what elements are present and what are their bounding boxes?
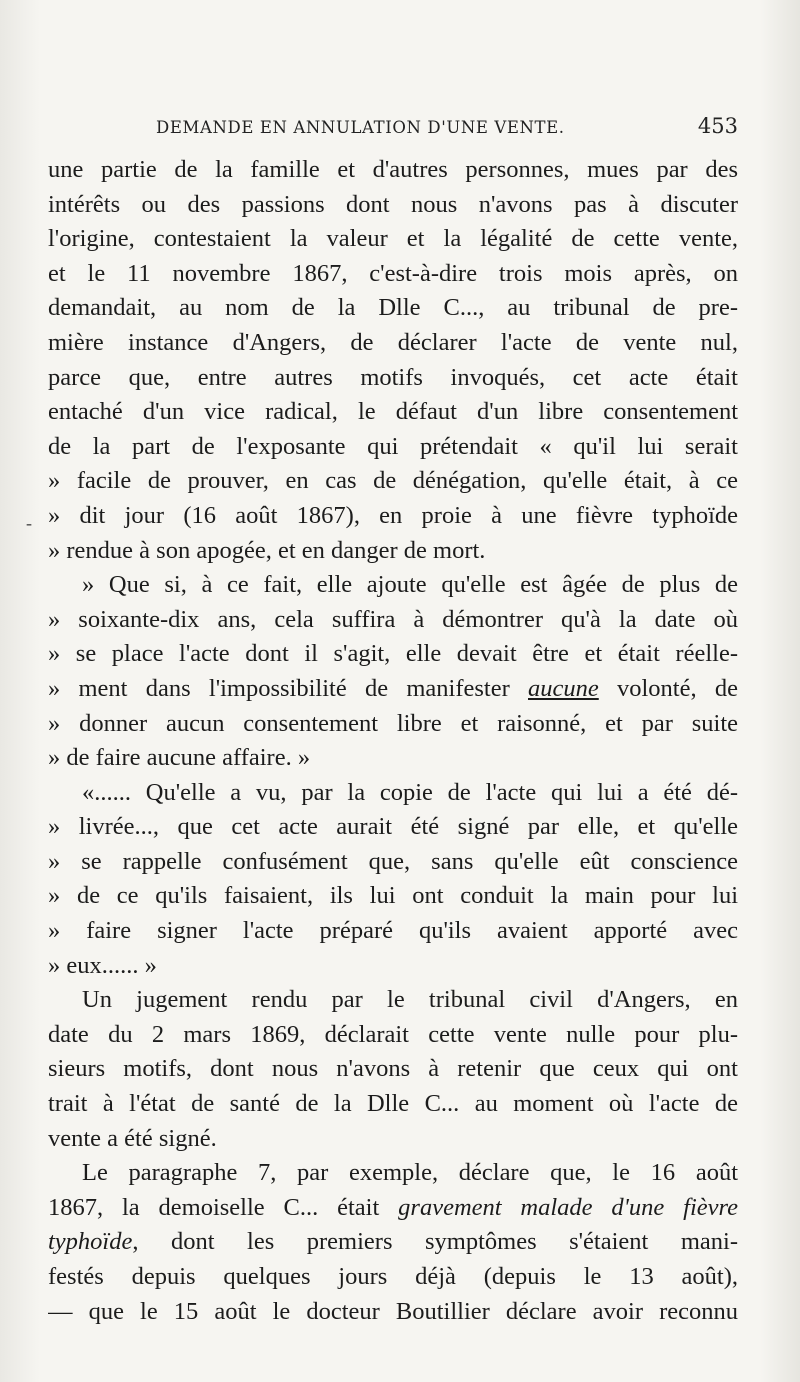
text-line: » facile de prouver, en cas de dénégation, qu'elle était, à ce — [48, 467, 738, 495]
text-line: vente a été signé. — [48, 1124, 217, 1152]
text-line: — que le 15 août le docteur Boutillier déclare avoir reconnu — [48, 1297, 738, 1325]
text-line: trait à l'état de santé de la Dlle C... au moment où l'acte de — [48, 1090, 738, 1118]
text-line: entaché d'un vice radical, le défaut d'un libre consentement — [48, 398, 738, 426]
emphasis-run: typhoïde — [48, 1228, 133, 1256]
text-line: » rendue à son apogée, et en danger de mort. — [48, 536, 486, 564]
text-line: l'origine, contestaient la valeur et la légalité de cette vente, — [48, 225, 738, 253]
text-line: parce que, entre autres motifs invoqués, cet acte était — [48, 363, 738, 391]
text-line — [48, 672, 738, 707]
text-line: Un jugement rendu par le tribunal civil d'Angers, en — [82, 986, 738, 1014]
text-line: » faire signer l'acte préparé qu'ils avaient apporté avec — [48, 917, 738, 945]
text-line: une partie de la famille et d'autres personnes, mues par des — [48, 156, 738, 183]
emphasis-run: gravement malade d'une fièvre — [398, 1193, 738, 1221]
text-line: » de ce qu'ils faisaient, ils lui ont conduit la main pour lui — [48, 882, 738, 910]
text-line: » donner aucun consentement libre et raisonné, et par suite — [48, 709, 738, 737]
text-line: date du 2 mars 1869, déclarait cette vente nulle pour plu- — [48, 1020, 738, 1048]
text-run: 1867, la demoiselle C... était — [48, 1193, 399, 1221]
text-run: , dont les premiers symptômes s'étaient mani- — [132, 1228, 738, 1256]
text-line: Le paragraphe 7, par exemple, déclare que, le 16 août — [82, 1159, 738, 1187]
text-line: » dit jour (16 août 1867), en proie à une fièvre typhoïde — [48, 501, 738, 529]
text-line: » se place l'acte dont il s'agit, elle devait être et était réelle- — [48, 640, 738, 668]
text-line: et le 11 novembre 1867, c'est-à-dire trois mois après, on — [48, 259, 738, 287]
page-header — [48, 116, 738, 146]
text-run: volonté, de — [598, 674, 738, 702]
text-line: » livrée..., que cet acte aurait été signé par elle, et qu'elle — [48, 813, 738, 841]
text-run: » ment dans l'impossibilité de manifester — [48, 674, 528, 702]
text-line: intérêts ou des passions dont nous n'avons pas à discuter — [48, 190, 738, 218]
text-line: «...... Qu'elle a vu, par la copie de l'acte qui lui a été dé- — [82, 778, 738, 806]
text-line: » soixante-dix ans, cela suffira à démontrer qu'à la date où — [48, 605, 738, 633]
page-number: 453 — [697, 114, 738, 138]
text-line: » eux...... » — [48, 951, 157, 979]
text-line: » de faire aucune affaire. » — [48, 744, 311, 772]
text-line — [48, 1191, 738, 1226]
text-line: mière instance d'Angers, de déclarer l'acte de vente nul, — [48, 328, 738, 356]
text-line — [48, 1225, 738, 1260]
body-text — [48, 153, 738, 1329]
running-title: DEMANDE EN ANNULATION D'UNE VENTE. — [156, 118, 565, 137]
margin-mark: - — [26, 513, 32, 533]
emphasis-run: aucune — [528, 674, 599, 702]
text-line: festés depuis quelques jours déjà (depuis le 13 août), — [48, 1263, 738, 1290]
text-line: demandait, au nom de la Dlle C..., au tribunal de pre- — [48, 294, 738, 322]
text-line: » se rappelle confusément que, sans qu'elle eût conscience — [48, 847, 738, 875]
text-line: de la part de l'exposante qui prétendait « qu'il lui serait — [48, 432, 738, 460]
text-line: sieurs motifs, dont nous n'avons à retenir que ceux qui ont — [48, 1055, 738, 1083]
text-line: » Que si, à ce fait, elle ajoute qu'elle est âgée de plus de — [82, 571, 738, 599]
